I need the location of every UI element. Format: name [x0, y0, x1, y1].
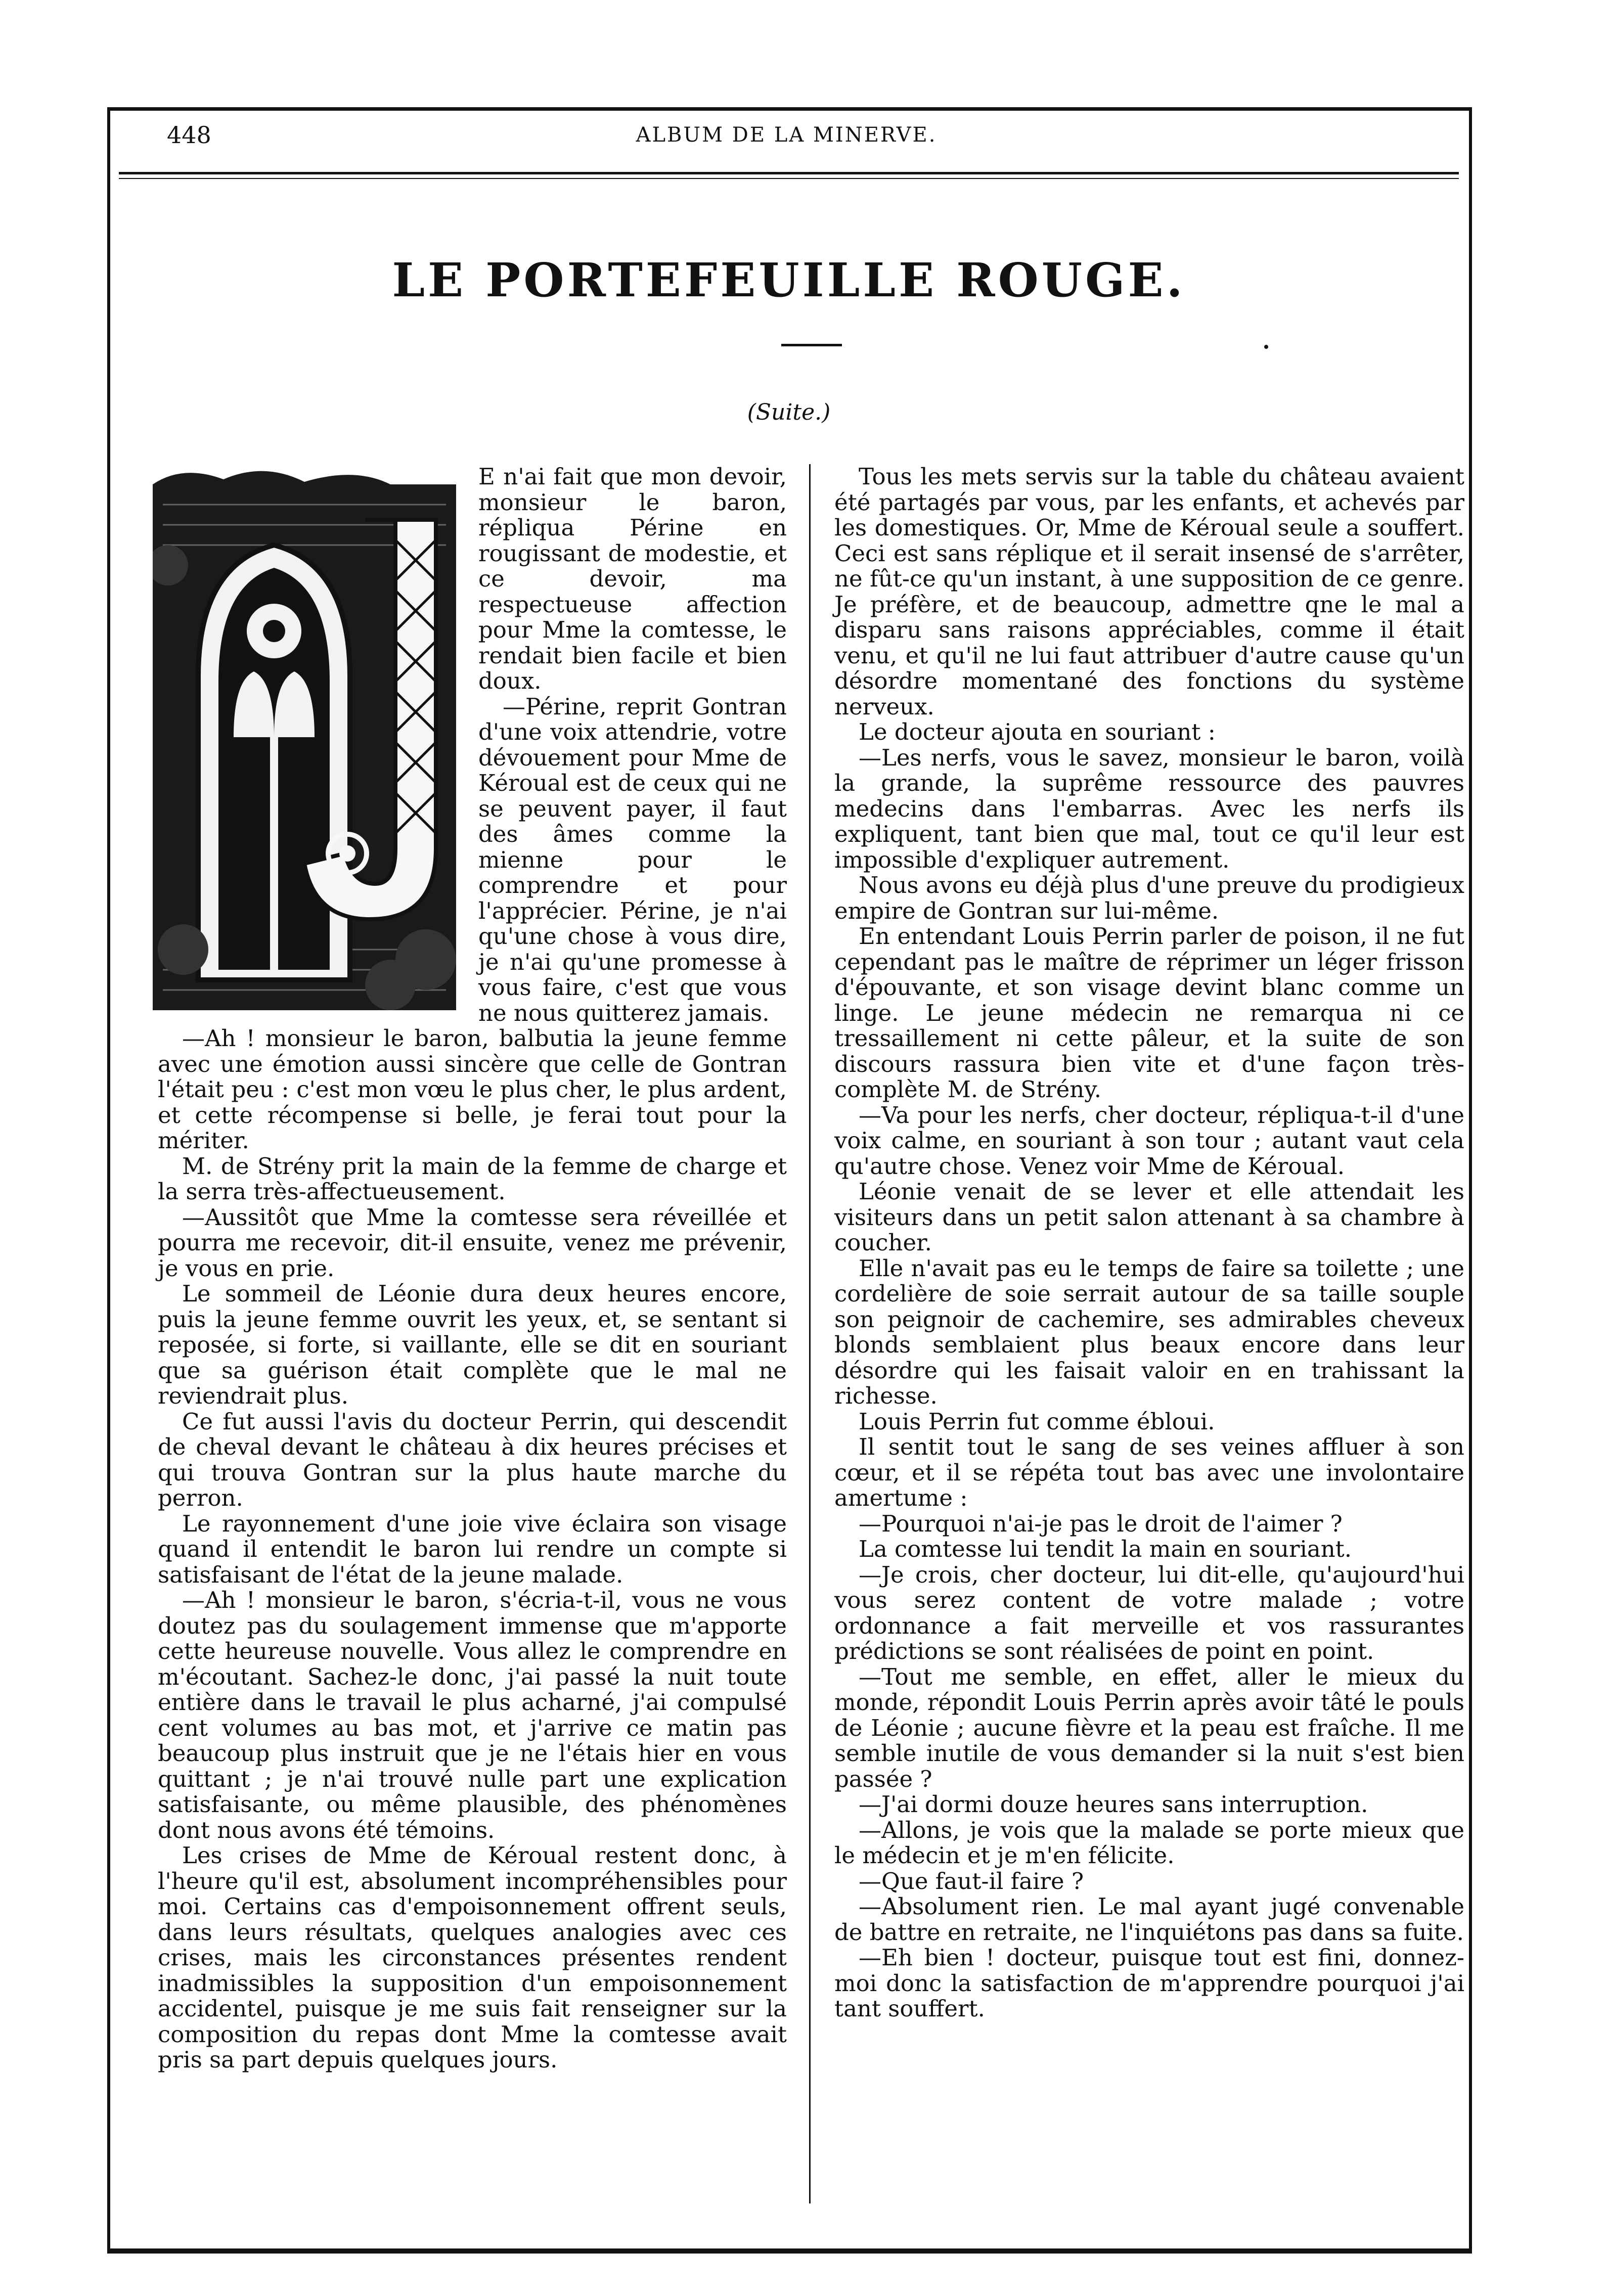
running-head: ALBUM DE LA MINERVE. — [636, 123, 937, 147]
paragraph: Nous avons eu déjà plus d'une preuve du prodigieux empire de Gontran sur lui-même. — [834, 872, 1464, 924]
paragraph: Louis Perrin fut comme ébloui. — [859, 1408, 1215, 1435]
paragraph: Il sentit tout le sang de ses veines affluer à son cœur, et il se répéta tout bas avec une involontaire amertume : — [834, 1433, 1464, 1511]
paragraph: —Les nerfs, vous le savez, monsieur le baron, voilà la grande, la suprême ressource des pauvres medecins dans l'embarras. Avec les nerfs ils expliquent, tant bien que mal, tout ce qu'il leur est impossible d'expliquer autrement. — [834, 744, 1464, 873]
paragraph: —Ah ! monsieur le baron, balbutia la jeune femme avec une émotion aussi sincère que celle de Gontran l'était peu : c'est mon vœu le plus cher, le plus ardent, et cette récompense si belle, je ferai tout pour la mériter. — [158, 1025, 787, 1154]
paragraph: —Aussitôt que Mme la comtesse sera réveillée et pourra me recevoir, dit-il ensuite, venez me prévenir, je vous en prie. — [158, 1203, 787, 1282]
paragraph: Tous les mets servis sur la table du château avaient été partagés par vous, par les enfants, et achevés par les domestiques. Or, Mme de Kéroual seule a souffert. Ceci est sans réplique et il serait insensé de s'arrêter, ne fût-ce qu'un instant, à une supposition de ce genre. Je préfère, et de beaucoup, admettre qne le mal a disparu sans raisons appréciables, comme il était venu, et qu'il ne lui faut attribuer d'autre cause qu'un désordre momentané des fonctions du système nerveux. — [834, 463, 1464, 720]
paragraph: La comtesse lui tendit la main en souriant. — [859, 1536, 1352, 1562]
article-title: LE PORTEFEUILLE ROUGE. — [392, 253, 1186, 307]
page-header — [119, 121, 1454, 167]
paragraph: —Ah ! monsieur le baron, s'écria-t-il, vous ne vous doutez pas du soulagement immense que m'apporte cette heureuse nouvelle. Vous allez le comprendre en m'écoutant. Sachez-le donc, j'ai passé la nuit toute entière dans le travail le plus acharné, j'ai compulsé cent volumes au bas mot, et j'arrive ce matin pas beaucoup plus instruit que je ne l'étais hier en vous quittant ; je n'ai trouvé nulle part une explication satisfaisante, ou même plausible, des phénomènes dont nous avons été témoins. — [158, 1587, 787, 1843]
right-column — [834, 464, 1464, 2022]
left-column — [158, 464, 787, 2073]
paragraph: —Je crois, cher docteur, lui dit-elle, qu'aujourd'hui vous serez content de votre malade ; votre ordonnance a fait merveille et vos rassurantes prédictions se sont réalisées de point en point. — [834, 1561, 1464, 1664]
paragraph: —Absolument rien. Le mal ayant jugé convenable de battre en retraite, ne l'inquiétons pas dans sa fuite. — [834, 1893, 1464, 1946]
title-divider — [781, 344, 842, 346]
paragraph: —Eh bien ! docteur, puisque tout est fini, donnez-moi donc la satisfaction de m'apprendre pourquoi j'ai tant souffert. — [834, 1944, 1464, 2022]
paragraph: Le docteur ajouta en souriant : — [859, 718, 1216, 745]
paragraph: —Pourquoi n'ai-je pas le droit de l'aimer ? — [859, 1510, 1343, 1537]
paragraph: Les crises de Mme de Kéroual restent donc, à l'heure qu'il est, absolument incompréhensibles pour moi. Certains cas d'empoisonnement offrent seuls, dans leurs résultats, quelques analogies avec ces crises, mais les circonstances présentes rendent inadmissibles la supposition d'un empoisonnement accidentel, puisque je me suis fait renseigner sur la composition du repas dont Mme la comtesse avait pris sa part depuis quelques jours. — [158, 1842, 787, 2073]
paragraph: Léonie venait de se lever et elle attendait les visiteurs dans un petit salon attenant à sa chambre à coucher. — [834, 1178, 1464, 1256]
paragraph: Ce fut aussi l'avis du docteur Perrin, qui descendit de cheval devant le château à dix heures précises et qui trouva Gontran sur la plus haute marche du perron. — [158, 1408, 787, 1511]
page-number: 448 — [167, 121, 211, 149]
gothic-window-initial-icon — [153, 464, 466, 1020]
paragraph: Elle n'avait pas eu le temps de faire sa toilette ; une cordelière de soie serrait autour de sa taille souple son peignoir de cachemire, ses admirables cheveux blonds semblaient plus beaux encore dans leur désordre qui les faisait valoir en en trahissant la richesse. — [834, 1254, 1464, 1409]
article-subtitle: (Suite.) — [747, 399, 831, 425]
paragraph: —Va pour les nerfs, cher docteur, répliqua-t-il d'une voix calme, en souriant à son tour ; autant vaut cela qu'autre chose. Venez voir Mme de Kéroual. — [834, 1101, 1464, 1180]
paragraph: —Allons, je vois que la malade se porte mieux que le médecin et je m'en félicite. — [834, 1816, 1464, 1869]
paragraph: —Que faut-il faire ? — [859, 1867, 1084, 1895]
print-speck — [1264, 345, 1268, 349]
paragraph: —J'ai dormi douze heures sans interruption. — [859, 1791, 1368, 1818]
paragraph: Le rayonnement d'une joie vive éclaira son visage quand il entendit le baron lui rendre un compte si satisfaisant de l'état de la jeune malade. — [158, 1510, 787, 1588]
paragraph: En entendant Louis Perrin parler de poison, il ne fut cependant pas le maître de réprimer un léger frisson d'épouvante, et son visage devint blanc comme un linge. Le jeune médecin ne remarqua ni ce tressaillement ni cette pâleur, et la suite de son discours rassura bien vite et d'une façon très-complète M. de Strény. — [834, 923, 1464, 1103]
paragraph: —Tout me semble, en effet, aller le mieux du monde, répondit Louis Perrin après avoir tâté le pouls de Léonie ; aucune fièvre et la peau est fraîche. Il me semble inutile de vous demander si la nuit s'est bien passée ? — [834, 1663, 1464, 1792]
header-rule — [119, 172, 1459, 174]
paragraph: M. de Strény prit la main de la femme de charge et la serra très-affectueusement. — [158, 1152, 787, 1205]
header-rule-thin — [119, 178, 1459, 179]
column-divider — [809, 464, 811, 2203]
paragraph: E n'ai fait que mon devoir, monsieur le baron, répliqua Périne en rougissant de modestie, et ce devoir, ma respectueuse affection pour Mme la comtesse, le rendait bien facile et bien doux. — [478, 463, 787, 694]
paragraph: Le sommeil de Léonie dura deux heures encore, puis la jeune femme ouvrit les yeux, et, se sentant si reposée, si forte, si vaillante, elle se dit en souriant que sa guérison était complète que le mal ne reviendrait plus. — [158, 1280, 787, 1409]
paragraph: —Périne, reprit Gontran d'une voix attendrie, votre dévouement pour Mme de Kéroual est de ceux qui ne se peuvent payer, il faut des âmes comme la mienne pour le comprendre et pour l'apprécier. Périne, je n'ai qu'une chose à vous dire, je n'ai qu'une promesse à vous faire, c'est que vous ne nous quitterez jamais. — [478, 693, 787, 1026]
